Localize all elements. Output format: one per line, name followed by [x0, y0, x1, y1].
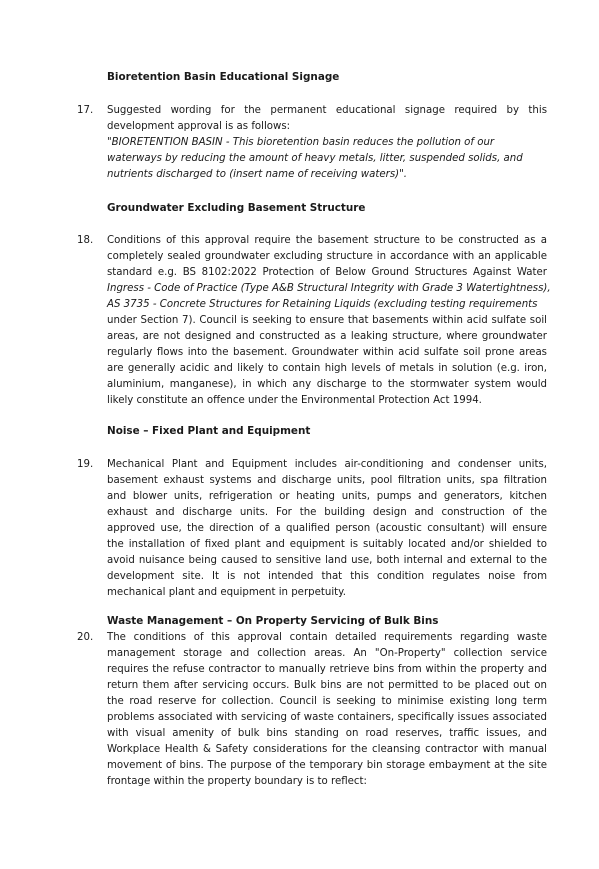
section-heading-waste: Waste Management – On Property Servicing of Bulk Bins	[107, 615, 439, 627]
item-number-17: 17.	[77, 105, 94, 116]
text-line: likely constitute an offence under the Environmental Protection Act 1994.	[107, 395, 482, 406]
signage-wording-line: waterways by reducing the amount of heavy metals, litter, suspended solids, and	[107, 153, 523, 164]
section-heading-noise: Noise – Fixed Plant and Equipment	[107, 425, 311, 437]
item-number-18: 18.	[77, 235, 94, 246]
text-line: frontage within the property boundary is to reflect:	[107, 776, 367, 787]
item-number-20: 20.	[77, 632, 94, 643]
text-line: Suggested wording for the permanent educational signage required by this	[107, 105, 547, 116]
text-line: development approval is as follows:	[107, 121, 291, 132]
text-line: Workplace Health & Safety considerations for the cleansing contractor with manual	[107, 744, 547, 755]
paragraph-17	[107, 103, 547, 183]
text-line: aluminium, manganese), in which any discharge to the stormwater system would	[107, 379, 547, 390]
text-line: The conditions of this approval contain detailed requirements regarding waste	[107, 632, 547, 643]
text-line: standard e.g. BS 8102:2022 Protection of Below Ground Structures Against Water	[107, 267, 547, 278]
text-line: movement of bins. The purpose of the temporary bin storage embayment at the site	[107, 760, 547, 771]
paragraph-20	[107, 630, 547, 790]
text-line: under Section 7). Council is seeking to ensure that basements within acid sulfate soil	[107, 315, 547, 326]
paragraph-18	[107, 233, 551, 409]
text-line: completely sealed groundwater excluding structure in accordance with an applicable	[107, 251, 547, 262]
text-line: are generally acidic and likely to contain high levels of metals in solution (e.g. iron,	[107, 363, 547, 374]
text-line: Conditions of this approval require the basement structure to be constructed as a	[107, 235, 547, 246]
signage-wording-line: "BIORETENTION BASIN - This bioretention basin reduces the pollution of our	[107, 137, 495, 148]
text-line: with visual amenity of bulk bins standing on road reserves, traffic issues, and	[107, 728, 547, 739]
text-line: approved use, the direction of a qualified person (acoustic consultant) will ensure	[107, 523, 547, 534]
text-line: avoid nuisance being caused to sensitive land use, both internal and external to the	[107, 555, 547, 566]
paragraph-19	[107, 457, 547, 601]
text-line: requires the refuse contractor to manually retrieve bins from within the property and	[107, 664, 547, 675]
text-line: areas, are not designed and constructed as a leaking structure, where groundwater	[107, 331, 547, 342]
text-line: Mechanical Plant and Equipment includes air-conditioning and condenser units,	[107, 459, 547, 470]
text-line: exhaust and discharge units. For the building design and construction of the	[107, 507, 547, 518]
section-heading-groundwater: Groundwater Excluding Basement Structure	[107, 202, 366, 214]
text-line: the installation of fixed plant and equipment is suitably located and/or shielded to	[107, 539, 547, 550]
standard-reference-line: AS 3735 - Concrete Structures for Retaining Liquids (excluding testing requirements	[107, 299, 538, 310]
text-line: the road reserve for collection. Council is seeking to minimise existing long term	[107, 696, 547, 707]
text-line: development site. It is not intended that this condition regulates noise from	[107, 571, 547, 582]
text-line: regularly flows into the basement. Groundwater within acid sulfate soil prone areas	[107, 347, 547, 358]
section-heading-bioretention: Bioretention Basin Educational Signage	[107, 71, 340, 83]
signage-wording-line: nutrients discharged to (insert name of receiving waters)".	[107, 169, 408, 180]
text-line: management storage and collection areas. An "On-Property" collection service	[107, 648, 547, 659]
standard-reference-line: Ingress - Code of Practice (Type A&B Structural Integrity with Grade 3 Watertightness),	[107, 283, 551, 294]
text-line: return them after servicing occurs. Bulk bins are not permitted to be placed out on	[107, 680, 547, 691]
text-line: basement exhaust systems and discharge units, pool filtration units, spa filtration	[107, 475, 547, 486]
text-line: problems associated with servicing of waste containers, specifically issues associated	[107, 712, 547, 723]
item-number-19: 19.	[77, 459, 94, 470]
text-line: mechanical plant and equipment in perpetuity.	[107, 587, 346, 598]
text-line: and blower units, refrigeration or heating units, pumps and generators, kitchen	[107, 491, 547, 502]
